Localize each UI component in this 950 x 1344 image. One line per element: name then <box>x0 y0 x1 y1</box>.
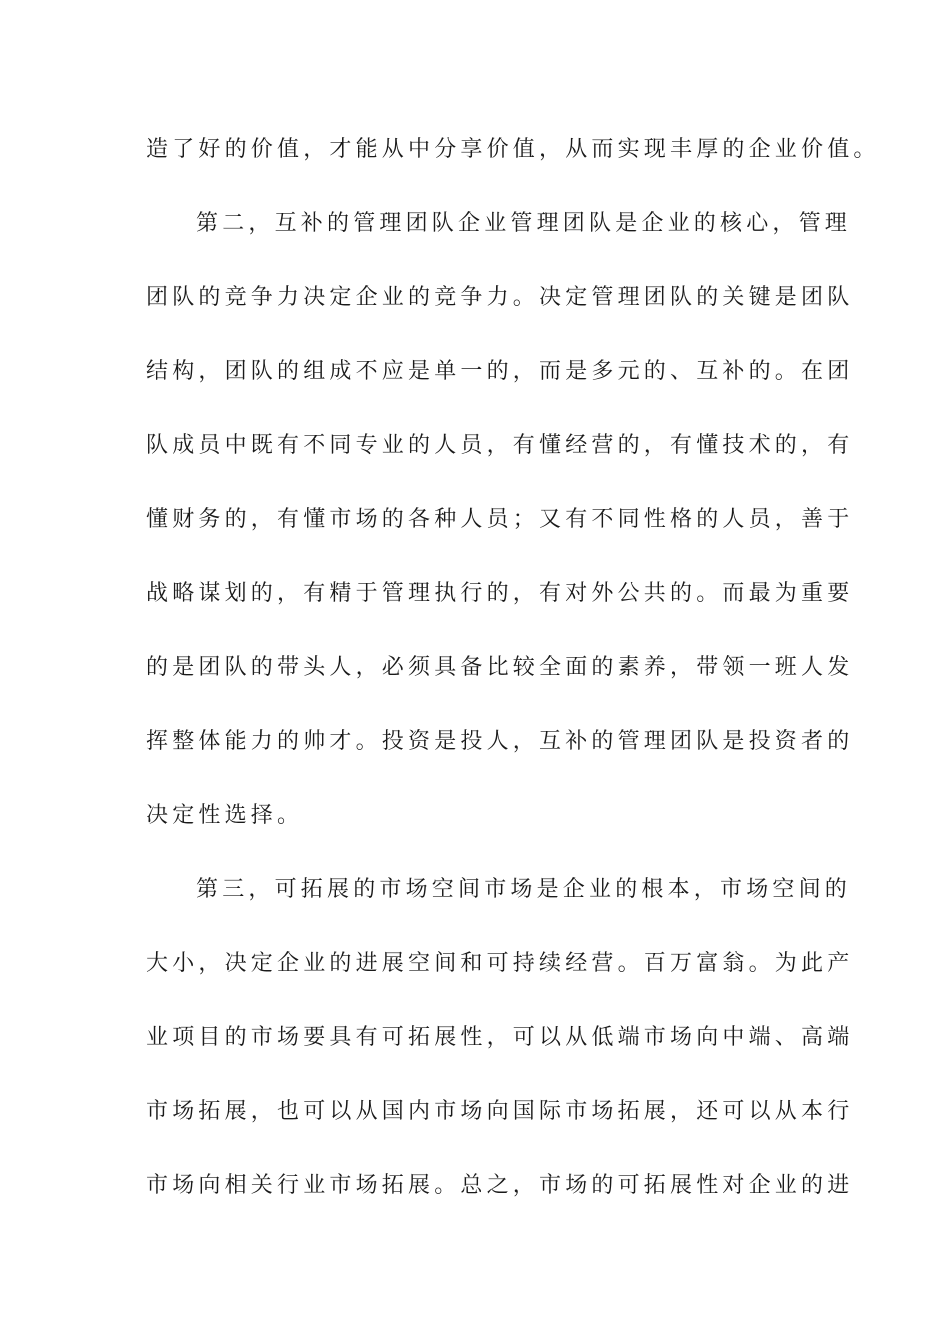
paragraph-start-line: 第二，互补的管理团队企业管理团队是企业的核心，管理 <box>196 211 852 236</box>
body-text <box>146 123 880 1233</box>
text-line: 结构，团队的组成不应是单一的，而是多元的、互补的。在团 <box>146 359 854 384</box>
text-line: 大小，决定企业的进展空间和可持续经营。百万富翁。为此产 <box>146 951 854 976</box>
text-line: 市场向相关行业市场拓展。总之，市场的可拓展性对企业的进 <box>146 1173 854 1198</box>
text-line: 的是团队的带头人，必须具备比较全面的素养，带领一班人发 <box>146 655 854 680</box>
text-line: 团队的竞争力决定企业的竞争力。决定管理团队的关键是团队 <box>146 285 854 310</box>
paragraph-start-line: 第三，可拓展的市场空间市场是企业的根本，市场空间的 <box>196 877 852 902</box>
text-line: 市场拓展，也可以从国内市场向国际市场拓展，还可以从本行 <box>146 1099 854 1124</box>
text-line: 懂财务的，有懂市场的各种人员；又有不同性格的人员，善于 <box>146 507 854 532</box>
text-line: 队成员中既有不同专业的人员，有懂经营的，有懂技术的，有 <box>146 433 854 458</box>
text-line: 业项目的市场要具有可拓展性，可以从低端市场向中端、高端 <box>146 1025 854 1050</box>
text-line: 挥整体能力的帅才。投资是投人，互补的管理团队是投资者的 <box>146 729 854 754</box>
text-line: 战略谋划的，有精于管理执行的，有对外公共的。而最为重要 <box>146 581 854 606</box>
text-line: 决定性选择。 <box>146 803 304 828</box>
text-line: 造了好的价值，才能从中分享价值，从而实现丰厚的企业价值。 <box>146 137 880 162</box>
